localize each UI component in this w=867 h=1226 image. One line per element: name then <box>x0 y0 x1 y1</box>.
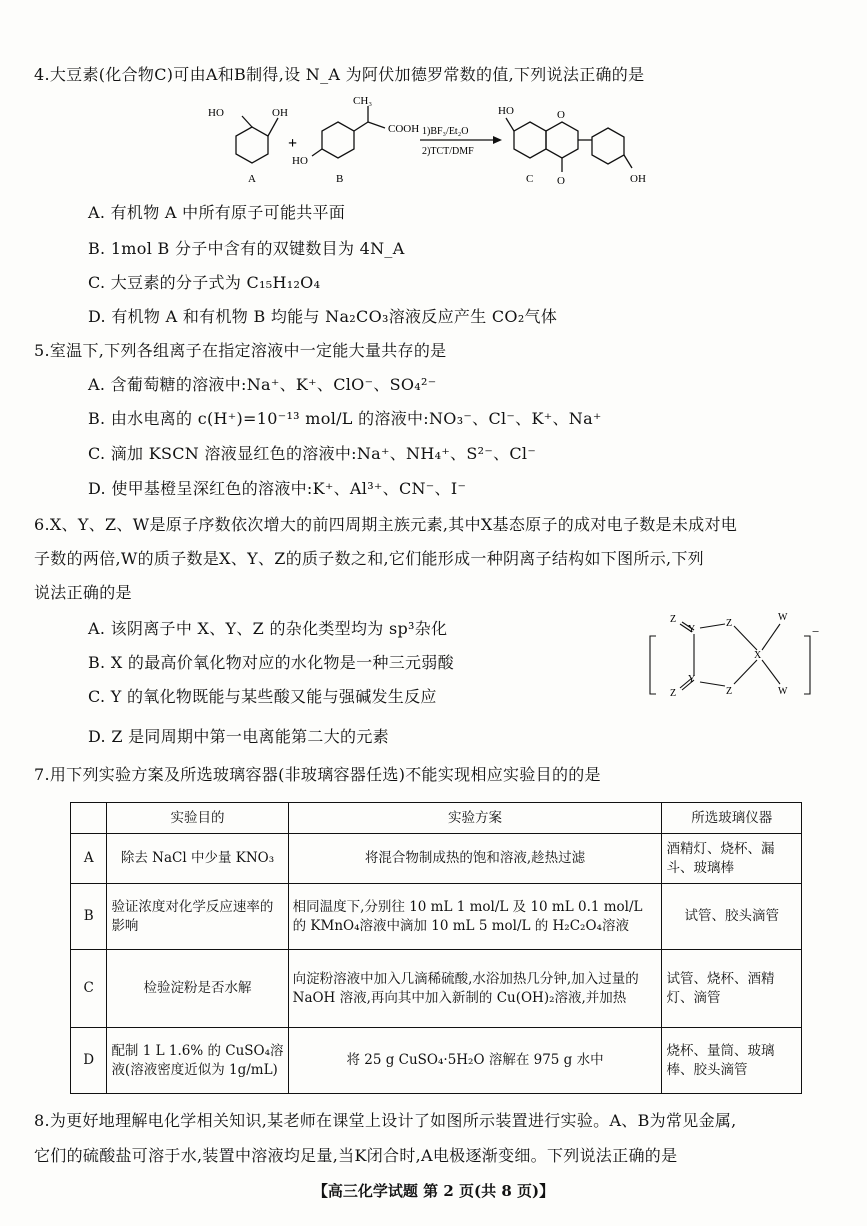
molecule-b-ho: HO <box>292 155 308 167</box>
struct-charge: − <box>812 624 820 639</box>
q4-stem: 4.大豆素(化合物C)可由A和B制得,设 N_A 为阿伏加德罗常数的值,下列说法正确的是 <box>34 65 645 84</box>
q5-option-a: A. 含葡萄糖的溶液中:Na⁺、K⁺、ClO⁻、SO₄²⁻ <box>88 375 437 394</box>
struct-z-top: Z <box>726 618 733 629</box>
table-header-row <box>71 803 802 834</box>
struct-z-bottom: Z <box>726 686 733 697</box>
q4-option-b: B. 1mol B 分子中含有的双键数目为 4N_A <box>88 239 405 258</box>
q5-option-c: C. 滴加 KSCN 溶液显红色的溶液中:Na⁺、NH₄⁺、S²⁻、Cl⁻ <box>88 444 537 463</box>
table-row <box>71 884 802 950</box>
row-instruments: 试管、胶头滴管 <box>662 884 802 950</box>
experiment-table <box>70 802 802 1094</box>
reaction-condition-1: 1)BF₃/Et₂O <box>422 126 469 137</box>
molecule-c-ring-o: O <box>557 109 565 121</box>
table-row <box>71 834 802 884</box>
molecule-a-structure <box>236 116 278 163</box>
struct-z-bottom-left: Z <box>670 688 677 699</box>
q8-stem-line-2: 它们的硫酸盐可溶于水,装置中溶液均足量,当K闭合时,A电极逐渐变细。下列说法正确的是 <box>34 1146 678 1165</box>
molecule-b-structure <box>312 106 385 158</box>
molecule-c-carbonyl-o: O <box>557 175 565 187</box>
row-instruments: 烧杯、量筒、玻璃棒、胶头滴管 <box>662 1028 802 1094</box>
molecule-b-cooh: COOH <box>388 123 420 135</box>
row-instruments: 酒精灯、烧杯、漏斗、玻璃棒 <box>662 834 802 884</box>
row-plan: 将 25 g CuSO₄·5H₂O 溶解在 975 g 水中 <box>288 1028 662 1094</box>
plus-sign: + <box>288 135 298 152</box>
row-plan: 相同温度下,分别往 10 mL 1 mol/L 及 10 mL 0.1 mol/L 的 KMnO₄溶液中滴加 10 mL 5 mol/L 的 H₂C₂O₄溶液 <box>288 884 662 950</box>
q5-option-d: D. 使甲基橙呈深红色的溶液中:K⁺、Al³⁺、CN⁻、I⁻ <box>88 479 467 498</box>
label-a: A <box>248 173 256 185</box>
q4-option-c: C. 大豆素的分子式为 C₁₅H₁₂O₄ <box>88 273 321 292</box>
header-instruments: 所选玻璃仪器 <box>662 803 802 834</box>
q4-option-a: A. 有机物 A 中所有原子可能共平面 <box>88 203 346 222</box>
header-plan: 实验方案 <box>288 803 662 834</box>
struct-y-bottom: Y <box>688 674 696 685</box>
q7-stem: 7.用下列实验方案及所选玻璃容器(非玻璃容器任选)不能实现相应实验目的的是 <box>34 765 601 784</box>
molecule-b-ch3: CH₃ <box>353 95 373 107</box>
q6-option-d: D. Z 是同周期中第一电离能第二大的元素 <box>88 727 389 746</box>
q6-stem-line-3: 说法正确的是 <box>34 583 132 602</box>
molecule-c-structure <box>506 118 632 172</box>
q4-option-d: D. 有机物 A 和有机物 B 均能与 Na₂CO₃溶液反应产生 CO₂气体 <box>88 307 558 326</box>
row-instruments: 试管、烧杯、酒精灯、滴管 <box>662 950 802 1028</box>
q5-stem: 5.室温下,下列各组离子在指定溶液中一定能大量共存的是 <box>34 341 447 360</box>
row-label: A <box>71 834 107 884</box>
q6-option-a: A. 该阴离子中 X、Y、Z 的杂化类型均为 sp³杂化 <box>88 619 448 638</box>
anion-structure-diagram <box>640 606 830 706</box>
header-aim: 实验目的 <box>107 803 288 834</box>
row-label: D <box>71 1028 107 1094</box>
q5-option-b: B. 由水电离的 c(H⁺)=10⁻¹³ mol/L 的溶液中:NO₃⁻、Cl⁻、K⁺、Na⁺ <box>88 409 602 428</box>
row-label: B <box>71 884 107 950</box>
q8-stem-line-1: 8.为更好地理解电化学相关知识,某老师在课堂上设计了如图所示装置进行实验。A、B为常见金属, <box>34 1111 737 1130</box>
molecule-a-oh: OH <box>272 107 288 119</box>
q6-stem-line-1: 6.X、Y、Z、W是原子序数依次增大的前四周期主族元素,其中X基态原子的成对电子数是未成对电 <box>34 515 738 534</box>
table-row <box>71 1028 802 1094</box>
q4-reaction-scheme <box>200 92 670 187</box>
molecule-c-ho: HO <box>498 105 514 117</box>
q6-option-b: B. X 的最高价氧化物对应的水化物是一种三元弱酸 <box>88 653 454 672</box>
row-plan: 将混合物制成热的饱和溶液,趁热过滤 <box>288 834 662 884</box>
reaction-condition-2: 2)TCT/DMF <box>422 146 474 157</box>
page-footer: 【高三化学试题 第 2 页(共 8 页)】 <box>312 1182 555 1200</box>
struct-x-center: X <box>754 650 762 661</box>
header-blank <box>71 803 107 834</box>
label-c: C <box>526 173 534 185</box>
table-row <box>71 950 802 1028</box>
row-plan: 向淀粉溶液中加入几滴稀硫酸,水浴加热几分钟,加入过量的 NaOH 溶液,再向其中加入新制的 Cu(OH)₂溶液,并加热 <box>288 950 662 1028</box>
struct-w-top: W <box>778 612 788 623</box>
molecule-a-ho: HO <box>208 107 224 119</box>
struct-w-bottom: W <box>778 686 788 697</box>
row-aim: 除去 NaCl 中少量 KNO₃ <box>107 834 288 884</box>
row-aim: 配制 1 L 1.6% 的 CuSO₄溶液(溶液密度近似为 1g/mL) <box>107 1028 288 1094</box>
molecule-c-oh: OH <box>630 173 646 185</box>
struct-z-top-left: Z <box>670 614 677 625</box>
label-b: B <box>336 173 344 185</box>
row-aim: 检验淀粉是否水解 <box>107 950 288 1028</box>
q6-option-c: C. Y 的氧化物既能与某些酸又能与强碱发生反应 <box>88 687 437 706</box>
row-aim: 验证浓度对化学反应速率的影响 <box>107 884 288 950</box>
row-label: C <box>71 950 107 1028</box>
struct-y-top: Y <box>688 624 696 635</box>
q6-stem-line-2: 子数的两倍,W的质子数是X、Y、Z的质子数之和,它们能形成一种阴离子结构如下图所示,下列 <box>34 549 704 568</box>
